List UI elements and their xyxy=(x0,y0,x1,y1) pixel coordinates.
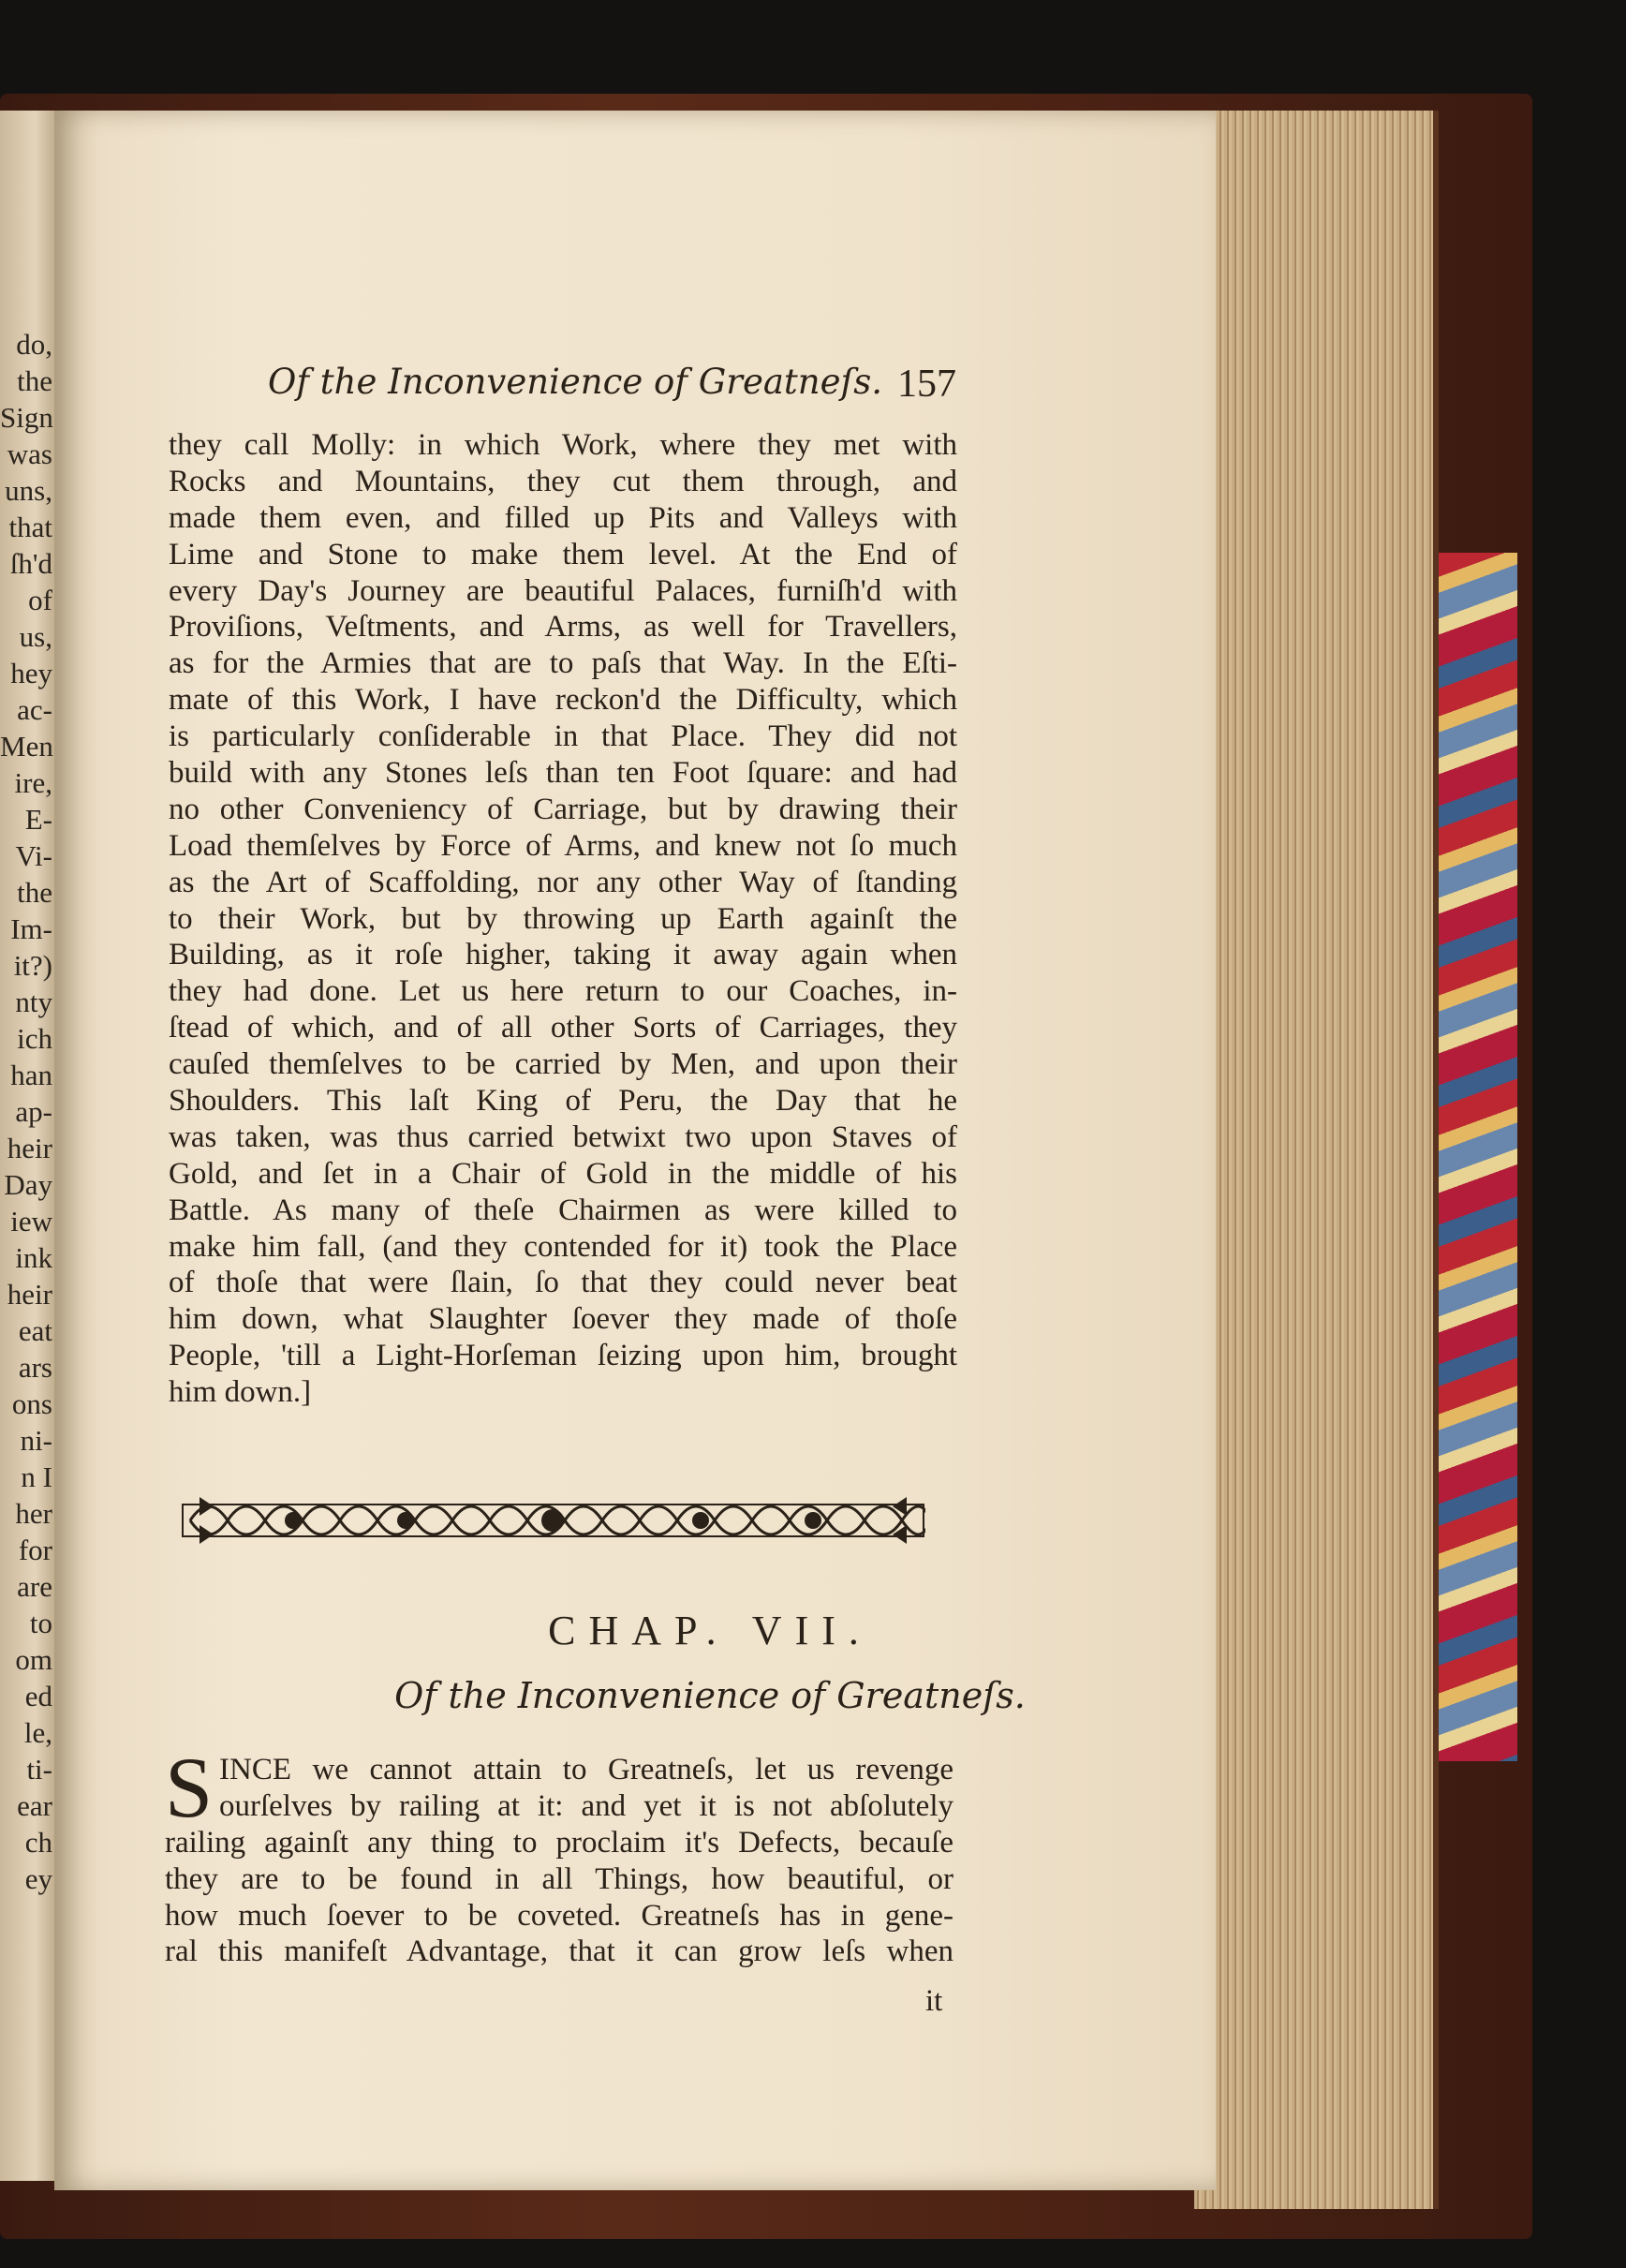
text-line: ſtead of which, and of all other Sorts of Carriages, they xyxy=(169,1011,957,1045)
left-page-fragment: uns, xyxy=(5,474,52,507)
text-line: Lime and Stone to make them level. At the End of xyxy=(169,537,957,571)
text-line: make him fall, (and they contended for it) took the Place xyxy=(169,1229,957,1264)
left-page-fragment: Vi- xyxy=(15,839,52,872)
left-page-fragment: heir xyxy=(7,1278,52,1311)
text-line: build with any Stones leſs than ten Foot ſquare: and had xyxy=(169,756,957,791)
left-page-fragment: om xyxy=(15,1643,52,1676)
chapter-text-line: railing againſt any thing to proclaim it's Defects, becauſe xyxy=(165,1825,953,1860)
left-page-fragment: of xyxy=(28,584,52,616)
text-line: Shoulders. This laſt King of Peru, the Day that he xyxy=(169,1084,957,1119)
left-page-fragment: for xyxy=(18,1534,52,1566)
left-page-fragment: ap- xyxy=(15,1095,52,1128)
text-line: People, 'till a Light-Horſeman ſeizing upon him, brought xyxy=(169,1339,957,1373)
left-page-fragment: to xyxy=(29,1607,52,1639)
text-line: they had done. Let us here return to our Coaches, in- xyxy=(169,974,957,1009)
book-page xyxy=(54,111,1216,2190)
left-page-fragment: E- xyxy=(24,803,52,836)
body-text xyxy=(169,427,957,1411)
left-page-fragment: heir xyxy=(7,1132,52,1164)
chapter-text xyxy=(165,1740,953,1970)
text-line: to their Work, but by throwing up Earth againſt the xyxy=(169,901,957,936)
left-page-fragment: ars xyxy=(18,1351,52,1384)
left-page-fragment: ti- xyxy=(26,1753,52,1786)
chapter-text-line: INCE we cannot attain to Greatneſs, let us revenge xyxy=(219,1753,953,1786)
left-page-fragment: the xyxy=(17,364,52,397)
left-page-fragment: Sign xyxy=(0,401,53,434)
text-line: Proviſions, Veſtments, and Arms, as well for Travellers, xyxy=(169,610,957,645)
left-page-fragment: hey xyxy=(10,657,52,689)
left-page-fragment: Day xyxy=(4,1168,52,1201)
text-line: him down.] xyxy=(169,1375,312,1410)
text-line: Load themſelves by Force of Arms, and knew not ſo much xyxy=(169,828,957,863)
text-line: every Day's Journey are beautiful Palaces, furniſh'd with xyxy=(169,573,957,608)
left-page-fragment: le, xyxy=(23,1716,52,1749)
left-page-fragment: ac- xyxy=(17,693,52,726)
left-page-text xyxy=(0,326,58,1897)
left-page-fragment: us, xyxy=(19,620,52,653)
left-page-edge xyxy=(0,111,58,2181)
left-page-fragment: ni- xyxy=(20,1424,52,1457)
text-line: as the Art of Scaffolding, nor any other Way of ſtanding xyxy=(169,865,957,899)
chapter-heading: CHAP. VII. xyxy=(548,1608,872,1653)
left-page-fragment: ear xyxy=(17,1789,52,1822)
text-line: mate of this Work, I have reckon'd the Difficulty, which xyxy=(169,683,957,718)
text-line: as for the Armies that are to paſs that Way. In the Eſti- xyxy=(169,646,957,681)
left-page-fragment: nty xyxy=(15,986,52,1018)
left-page-fragment: ch xyxy=(24,1826,52,1859)
chapter-text-line: ourſelves by railing at it: and yet it is not abſolutely xyxy=(219,1788,953,1823)
text-line: him down, what Slaughter ſoever they made of thoſe xyxy=(169,1302,957,1337)
running-head xyxy=(268,362,956,418)
running-title: Of the Inconvenience of Greatneſs. xyxy=(268,362,882,402)
chapter-text-line: how much ſoever to be coveted. Greatneſs has in gene- xyxy=(165,1898,953,1933)
left-page-fragment: was xyxy=(7,437,52,470)
left-page-fragment: the xyxy=(17,876,52,909)
text-line: Gold, and ſet in a Chair of Gold in the middle of his xyxy=(169,1156,957,1191)
text-line: no other Conveniency of Carriage, but by drawing their xyxy=(169,792,957,826)
left-page-fragment: it?) xyxy=(13,949,52,982)
left-page-fragment: ons xyxy=(11,1387,52,1420)
left-page-fragment: iew xyxy=(10,1205,52,1238)
text-line: of thoſe that were ſlain, ſo that they could never beat xyxy=(169,1266,957,1300)
text-line: is particularly conſiderable in that Place. They did not xyxy=(169,719,957,754)
left-page-fragment: do, xyxy=(16,328,52,361)
text-line: was taken, was thus carried betwixt two upon Staves of xyxy=(169,1119,957,1154)
left-page-fragment: ink xyxy=(15,1241,52,1274)
text-line: Rocks and Mountains, they cut them through, and xyxy=(169,464,957,498)
left-page-fragment: ire, xyxy=(14,766,52,799)
chapter-text-line: ral this manifeſt Advantage, that it can grow leſs when xyxy=(165,1934,953,1969)
left-page-fragment: Im- xyxy=(10,912,52,945)
left-page-fragment: ey xyxy=(24,1862,52,1895)
chapter-text-line: they are to be found in all Things, how beautiful, or xyxy=(165,1861,953,1896)
left-page-fragment: are xyxy=(17,1570,52,1603)
left-page-fragment: ich xyxy=(17,1022,52,1055)
drop-cap: S xyxy=(165,1740,214,1835)
marbled-endpaper xyxy=(1428,553,1517,1761)
left-page-fragment: eat xyxy=(18,1314,52,1347)
catchword: it xyxy=(925,1984,943,2018)
left-page-fragment: ed xyxy=(24,1680,52,1712)
text-line: Battle. As many of theſe Chairmen as were killed to xyxy=(169,1193,957,1227)
text-line: made them even, and filled up Pits and Valleys with xyxy=(169,500,957,535)
left-page-fragment: her xyxy=(15,1497,52,1530)
text-line: cauſed themſelves to be carried by Men, and upon their xyxy=(169,1047,957,1082)
left-page-fragment: n I xyxy=(21,1460,52,1493)
left-page-fragment: that xyxy=(8,511,52,543)
chapter-lines xyxy=(165,1740,953,1970)
left-page-fragment: ſh'd xyxy=(9,547,52,580)
page-fore-edge xyxy=(1194,111,1439,2209)
text-line: Building, as it roſe higher, taking it away again when xyxy=(169,938,957,972)
decorative-ornament-band xyxy=(181,1478,925,1563)
page-number: 157 xyxy=(897,363,956,406)
left-page-fragment: han xyxy=(10,1059,52,1091)
left-page-fragment: Men xyxy=(0,730,53,763)
text-line: they call Molly: in which Work, where they met with xyxy=(169,428,957,462)
chapter-title: Of the Inconvenience of Greatneſs. xyxy=(394,1675,1026,1716)
